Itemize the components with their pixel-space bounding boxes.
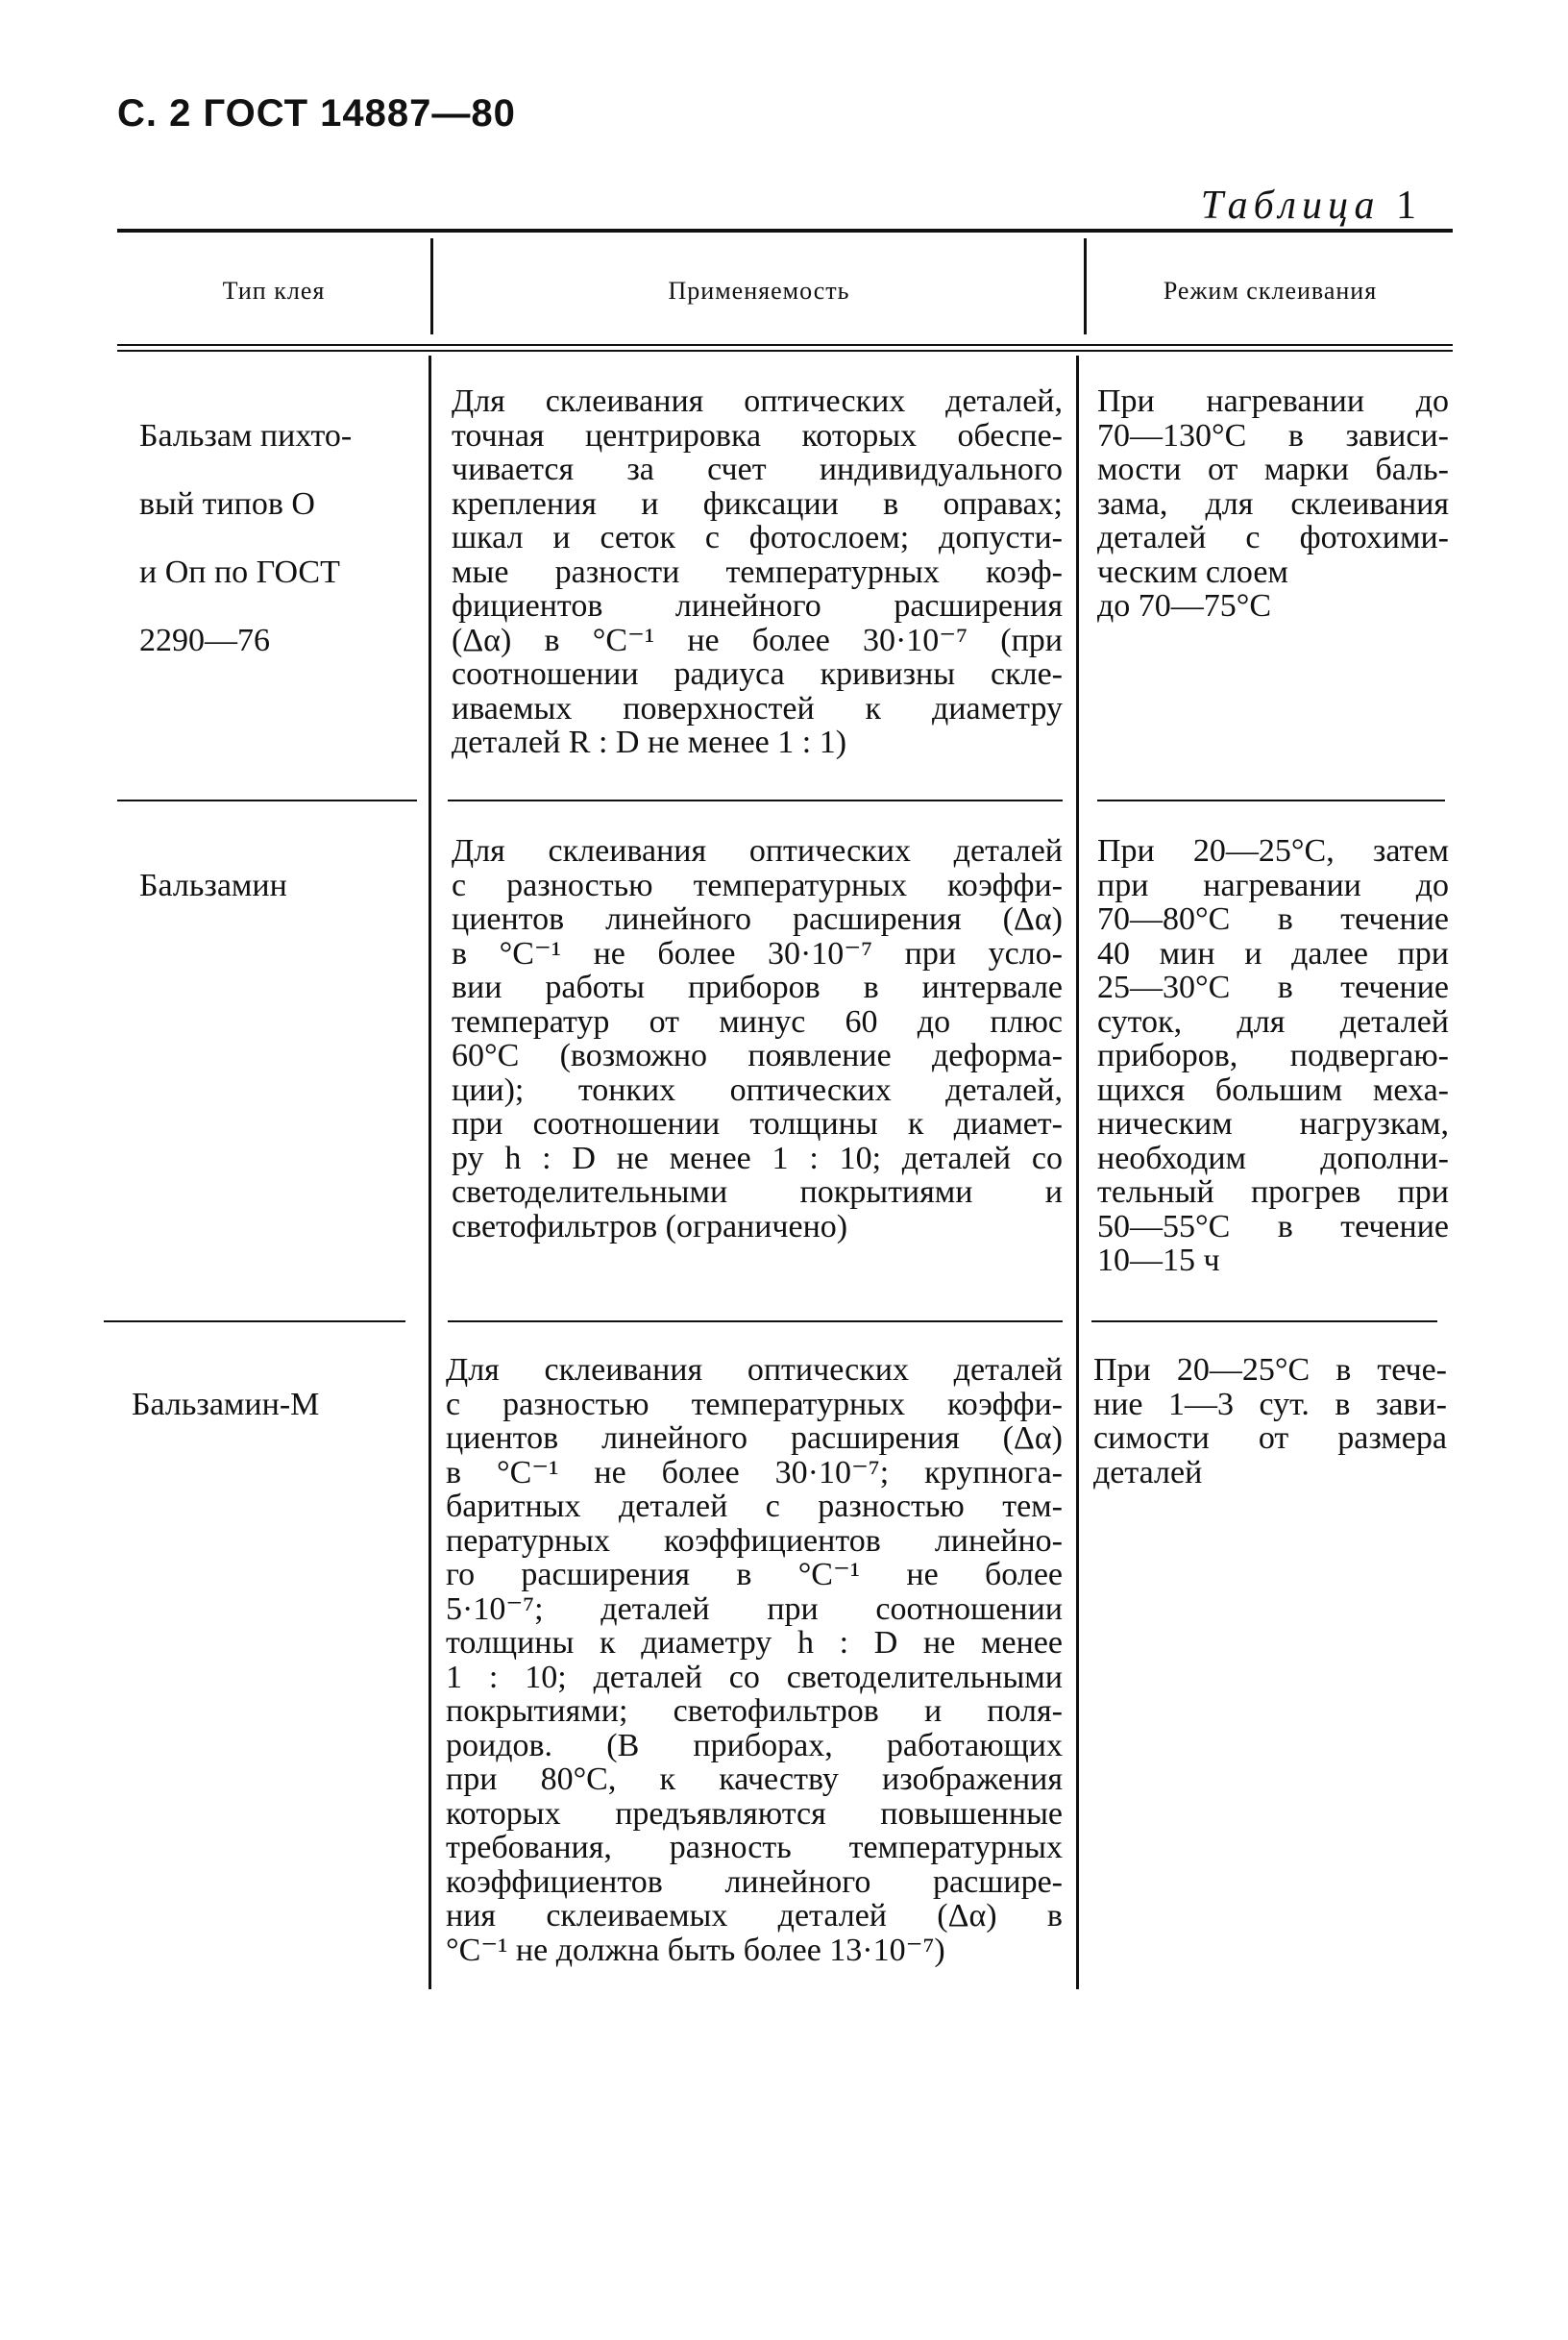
row-1-applicability-line: фициентов линейного расширения — [452, 588, 1063, 624]
row-2-applicability-line: ции); тонких оптических деталей, — [452, 1071, 1063, 1108]
row-2-mode-line: необходим дополни- — [1097, 1140, 1449, 1176]
row-1-applicability-line: деталей R : D не менее 1 : 1) — [452, 725, 847, 760]
row-3-type — [115, 1353, 413, 1421]
row-2-applicability-line: ру h : D не менее 1 : 10; деталей со — [452, 1140, 1063, 1176]
row-2-mode-line: приборов, подвергаю- — [1097, 1038, 1449, 1073]
row-2-mode-line: ническим нагрузкам, — [1097, 1106, 1449, 1142]
row-1-mode-line: зама, для склеивания — [1097, 485, 1449, 522]
row-3-applicability-line: 5·10⁻⁷; деталей при соотношении — [446, 1590, 1063, 1627]
row-3-type-line: Бальзамин-М — [132, 1386, 320, 1422]
row-1-mode-line: деталей с фотохими- — [1097, 520, 1449, 555]
row-1-applicability-line: крепления и фиксации в оправах; — [452, 485, 1063, 522]
table-caption-number: 1 — [1396, 184, 1422, 228]
row-2-applicability-line: при соотношении толщины к диамет- — [452, 1106, 1063, 1142]
row-2-type-line: Бальзамин — [139, 867, 287, 903]
row-2-mode-line: тельный прогрев при — [1097, 1174, 1449, 1210]
column-header-type: Тип клея — [222, 277, 326, 305]
row-2-applicability-line: с разностью температурных коэффи- — [452, 867, 1063, 903]
row-2-separator-applicability — [448, 1320, 1063, 1322]
row-1-applicability-line: точная центрировка которых обеспе- — [452, 417, 1063, 454]
row-1-type-line: и Оп по ГОСТ — [139, 554, 340, 590]
row-3-applicability-line: циентов линейного расширения (Δα) — [446, 1420, 1063, 1456]
row-2-applicability-line: Для склеивания оптических деталей — [452, 833, 1063, 869]
row-1-separator-mode — [1097, 800, 1445, 801]
row-3-mode-line: ние 1—3 сут. в зави- — [1093, 1386, 1447, 1422]
row-2-mode-line: суток, для деталей — [1097, 1003, 1449, 1040]
row-3-applicability-line: коэффициентов линейного расшире- — [446, 1863, 1063, 1900]
row-1-type — [123, 384, 411, 657]
row-1-applicability-line: мые разности температурных коэф- — [452, 554, 1063, 590]
row-3-applicability-line: °С⁻¹ не должна быть более 13·10⁻⁷) — [446, 1932, 945, 1968]
row-3-mode-line: деталей — [1093, 1454, 1203, 1490]
row-1-applicability-line: (Δα) в °С⁻¹ не более 30·10⁻⁷ (при — [452, 622, 1063, 658]
row-2-mode-line: 10—15 ч — [1097, 1243, 1220, 1278]
table-caption — [1201, 183, 1422, 229]
row-1-separator-applicability — [448, 800, 1063, 801]
row-3-applicability-line: покрытиями; светофильтров и поля- — [446, 1693, 1063, 1729]
column-header-mode: Режим склеивания — [1163, 277, 1378, 305]
row-3-applicability-line: ния склеиваемых деталей (Δα) в — [446, 1898, 1063, 1934]
row-3-applicability-line: которых предъявляются повышенные — [446, 1795, 1063, 1832]
row-2-mode-line: щихся большим меха- — [1097, 1071, 1449, 1108]
row-1-type-line: вый типов О — [139, 485, 315, 522]
row-3-applicability-line: роидов. (В приборах, работающих — [446, 1727, 1063, 1763]
row-2-separator-type — [104, 1320, 405, 1322]
row-1-separator-type — [117, 800, 417, 801]
row-1-mode-line: ческим слоем — [1097, 554, 1288, 590]
row-1-mode-line: 70—130°С в зависи- — [1097, 417, 1449, 454]
row-2-separator-mode — [1091, 1320, 1437, 1322]
row-3-applicability-line: го расширения в °С⁻¹ не более — [446, 1557, 1063, 1592]
page-header: С. 2 ГОСТ 14887—80 — [117, 92, 516, 135]
row-2-mode-line: 50—55°С в течение — [1097, 1208, 1449, 1244]
row-3-applicability-line: Для склеивания оптических деталей — [446, 1352, 1063, 1388]
row-3-applicability-line: с разностью температурных коэффи- — [446, 1386, 1063, 1422]
row-1-applicability-line: Для склеивания оптических деталей, — [452, 383, 1063, 419]
row-3-applicability-line: 1 : 10; деталей со светоделительными — [446, 1659, 1063, 1695]
row-1-mode-line: мости от марки баль- — [1097, 452, 1449, 487]
row-2-mode — [1097, 834, 1449, 1278]
row-2-mode-line: При 20—25°С, затем — [1097, 833, 1449, 869]
row-1-applicability-line: шкал и сеток с фотослоем; допусти- — [452, 520, 1063, 555]
header-divider-1 — [430, 238, 433, 334]
header-divider-2 — [1084, 238, 1087, 334]
row-1-mode — [1097, 384, 1449, 624]
row-2-applicability-line: светоделительными покрытиями и — [452, 1174, 1063, 1210]
row-3-applicability-line: требования, разность температурных — [446, 1830, 1063, 1865]
row-3-applicability-line: толщины к диаметру h : D не менее — [446, 1625, 1063, 1661]
row-1-applicability-line: соотношении радиуса кривизны скле- — [452, 656, 1063, 692]
row-2-applicability-line: светофильтров (ограничено) — [452, 1208, 848, 1244]
row-3-applicability-line: пературных коэффициентов линейно- — [446, 1522, 1063, 1559]
row-3-applicability-line: в °С⁻¹ не более 30·10⁻⁷; крупнога- — [446, 1454, 1063, 1490]
table-top-rule — [117, 229, 1453, 233]
row-2-applicability-line: в °С⁻¹ не более 30·10⁻⁷ при усло- — [452, 935, 1063, 972]
row-1-mode-line: до 70—75°С — [1097, 588, 1272, 624]
row-2-mode-line: 40 мин и далее при — [1097, 935, 1449, 972]
table-caption-word: Таблица — [1200, 184, 1381, 228]
body-divider-2 — [1076, 356, 1079, 1989]
row-2-mode-line: при нагревании до — [1097, 867, 1449, 903]
row-2-type — [123, 834, 411, 902]
row-3-applicability-line: при 80°С, к качеству изображения — [446, 1761, 1063, 1797]
body-divider-1 — [429, 356, 431, 1989]
row-1-applicability-line: иваемых поверхностей к диаметру — [452, 690, 1063, 727]
row-2-applicability-line: циентов линейного расширения (Δα) — [452, 901, 1063, 937]
header-bottom-rule-1 — [117, 344, 1453, 346]
row-3-mode-line: При 20—25°С в тече- — [1093, 1352, 1447, 1388]
row-1-applicability-line: чивается за счет индивидуального — [452, 452, 1063, 487]
row-1-type-line: Бальзам пихто- — [139, 417, 353, 454]
row-3-applicability-line: баритных деталей с разностью тем- — [446, 1489, 1063, 1524]
header-bottom-rule-2 — [117, 350, 1453, 352]
row-1-mode-line: При нагревании до — [1097, 383, 1449, 419]
row-2-applicability-line: 60°С (возможно появление деформа- — [452, 1038, 1063, 1073]
row-2-mode-line: 70—80°С в течение — [1097, 901, 1449, 937]
row-2-applicability — [452, 834, 1063, 1244]
row-3-applicability — [446, 1353, 1063, 1967]
row-3-mode-line: симости от размера — [1093, 1420, 1447, 1456]
row-2-applicability-line: температур от минус 60 до плюс — [452, 1003, 1063, 1040]
row-3-mode — [1093, 1353, 1447, 1490]
row-2-applicability-line: вии работы приборов в интервале — [452, 970, 1063, 1005]
row-2-mode-line: 25—30°С в течение — [1097, 970, 1449, 1005]
column-header-applicability: Применяемость — [668, 277, 850, 305]
row-1-applicability — [452, 384, 1063, 760]
row-1-type-line: 2290—76 — [139, 622, 270, 658]
